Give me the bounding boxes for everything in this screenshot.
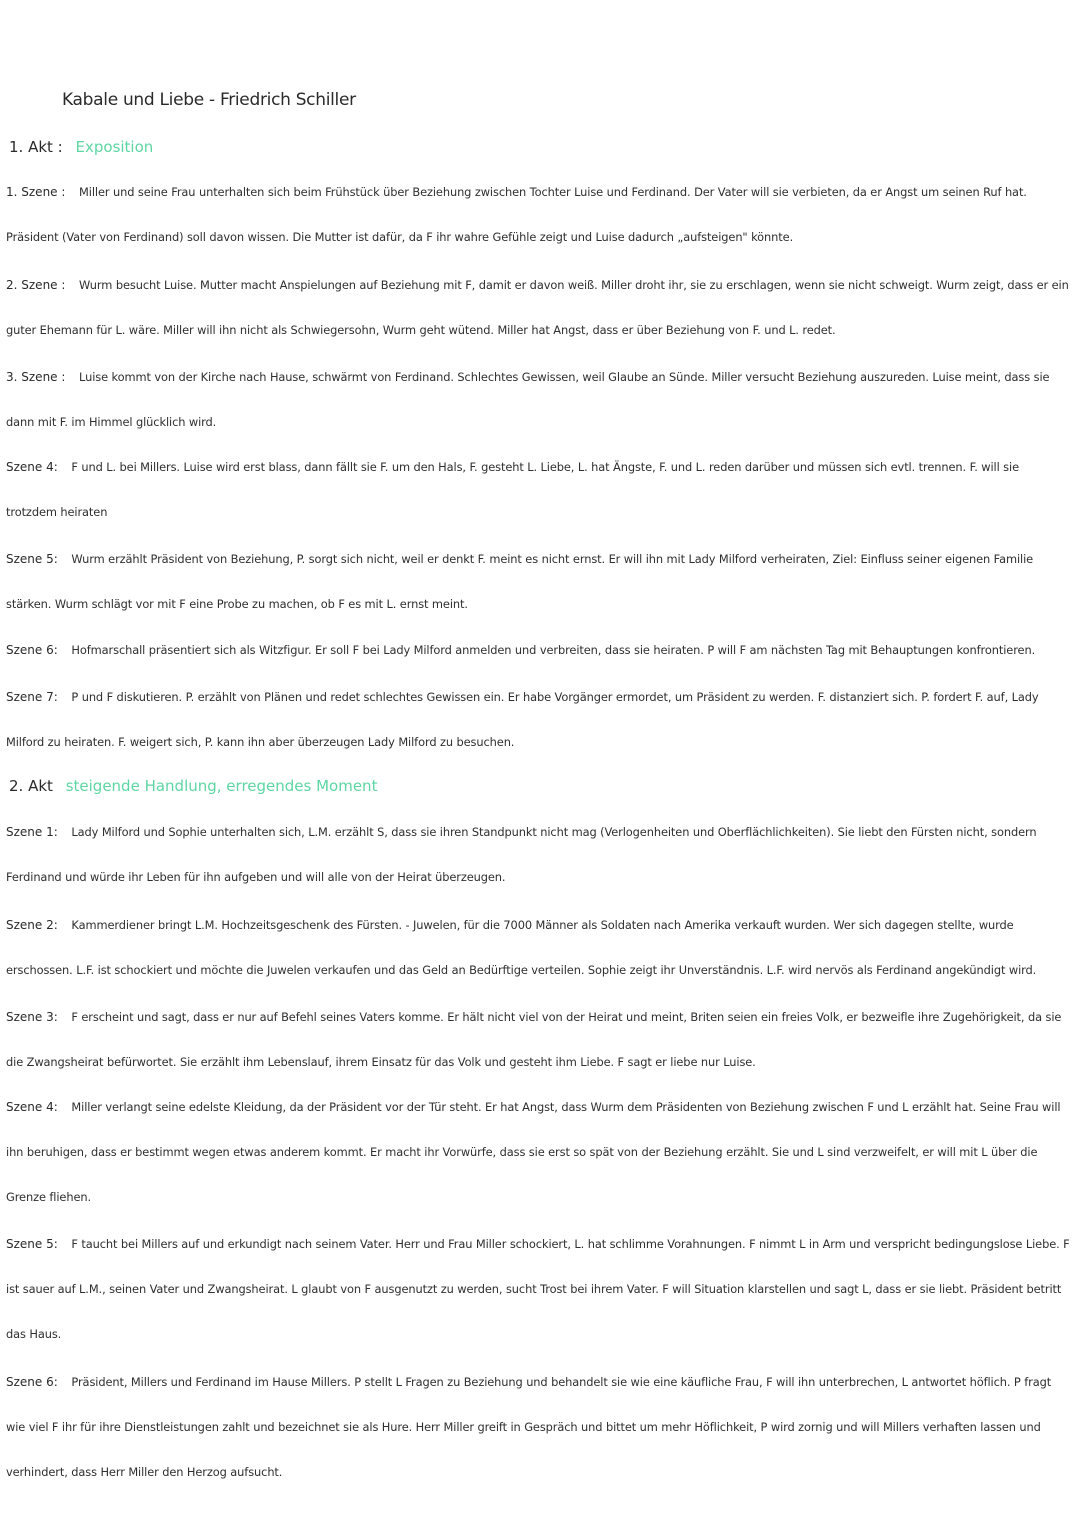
scene-label: 2. Szene : [6,278,66,292]
scene-label: 3. Szene : [6,370,66,384]
scene-text: Präsident, Millers und Ferdinand im Hause Millers. P stellt L Fragen zu Beziehung und behandelt sie wie eine käufliche Frau, F will ihn unterbrechen, L antwortet höflich. P fragt wie viel F ihr für ihre Dienstleistungen zahlt und bezeichnet sie als Hure. Herr Miller greift in Gespräch und bittet um mehr Höflichkeit, P wird zornig und will Millers verhaften lassen und verhindert, dass Herr Miller den Herzog aufsucht. [6,1375,1052,1479]
act-1-scene-5 [6,537,1070,627]
scene-label: Szene 2: [6,918,58,932]
act-1-scene-1 [6,170,1070,260]
scene-text: F taucht bei Millers auf und erkundigt nach seinem Vater. Herr und Frau Miller schockiert, L. hat schlimme Vorahnungen. F nimmt L in Arm und verspricht bedingungslose Liebe. F ist sauer auf L.M., seinen Vater und Zwangsheirat. L glaubt von F ausgenutzt zu werden, sucht Trost bei ihrem Vater. F will Situation klarstellen und sagt L, dass er sie liebt. Präsident betritt das Haus. [6,1237,1070,1341]
scene-text: Wurm besucht Luise. Mutter macht Anspielungen auf Beziehung mit F, damit er davon weiß. Miller droht ihr, sie zu erschlagen, wenn sie nicht schweigt. Wurm zeigt, dass er ein guter Ehemann für L. wäre. Miller will ihn nicht als Schwiegersohn, Wurm geht wütend. Miller hat Angst, dass er über Beziehung von F. und L. redet. [6,278,1069,337]
act-1-scene-2 [6,263,1070,353]
scene-label: Szene 5: [6,552,58,566]
scene-text: Miller und seine Frau unterhalten sich beim Frühstück über Beziehung zwischen Tochter Luise und Ferdinand. Der Vater will sie verbieten, da er Angst um seinen Ruf hat. Präsident (Vater von Ferdinand) soll davon wissen. Die Mutter ist dafür, da F ihr wahre Gefühle zeigt und Luise dadurch „aufsteigen" könnte. [6,185,1027,244]
act-2-label: 2. Akt [9,777,53,795]
act-2-scene-5 [6,1222,1070,1357]
scene-label: Szene 5: [6,1237,58,1251]
scene-text: F erscheint und sagt, dass er nur auf Befehl seines Vaters komme. Er hält nicht viel von der Heirat und meint, Briten seien ein freies Volk, er bezweifle ihre Zugehörigkeit, da sie die Zwangsheirat befürwortet. Sie erzählt ihm Lebenslauf, ihrem Einsatz für das Volk und gesteht ihm Liebe. F sagt er liebe nur Luise. [6,1010,1062,1069]
act-1-label: 1. Akt : [9,138,63,156]
scene-text: Luise kommt von der Kirche nach Hause, schwärmt von Ferdinand. Schlechtes Gewissen, weil Glaube an Sünde. Miller versucht Beziehung auszureden. Luise meint, dass sie dann mit F. im Himmel glücklich wird. [6,370,1050,429]
scene-label: Szene 4: [6,1100,58,1114]
scene-text: Miller verlangt seine edelste Kleidung, da der Präsident vor der Tür steht. Er hat Angst, dass Wurm dem Präsidenten von Beziehung zwischen F und L erzählt hat. Seine Frau will ihn beruhigen, dass er bestimmt wegen etwas anderem kommt. Er macht ihr Vorwürfe, dass sie erst so spät von der Beziehung erzählt. Sie und L sind verzweifelt, er will mit L über die Grenze fliehen. [6,1100,1061,1204]
scene-text: Lady Milford und Sophie unterhalten sich, L.M. erzählt S, dass sie ihren Standpunkt nicht mag (Verlogenheiten und Oberflächlichkeiten). Sie liebt den Fürsten nicht, sondern Ferdinand und würde ihr Leben für ihn aufgeben und will alle von der Heirat überzeugen. [6,825,1037,884]
act-2-scene-3 [6,995,1070,1085]
scene-text: F und L. bei Millers. Luise wird erst blass, dann fällt sie F. um den Hals, F. gesteht L. Liebe, L. hat Ängste, F. und L. reden darüber und müssen sich evtl. trennen. F. will sie trotzdem heiraten [6,460,1019,519]
act-2-scene-2 [6,903,1070,993]
scene-label: Szene 6: [6,1375,58,1389]
act-1-scene-4 [6,445,1070,535]
scene-label: Szene 3: [6,1010,58,1024]
scene-text: Kammerdiener bringt L.M. Hochzeitsgeschenk des Fürsten. - Juwelen, für die 7000 Männer als Soldaten nach Amerika verkauft wurden. Wer sich dagegen stellte, wurde erschossen. L.F. ist schockiert und möchte die Juwelen verkaufen und das Geld an Bedürftige verteilen. Sophie zeigt ihr Unverständnis. L.F. wird nervös als Ferdinand angekündigt wird. [6,918,1037,977]
act-2-heading [9,777,377,795]
scene-text: P und F diskutieren. P. erzählt von Plänen und redet schlechtes Gewissen ein. Er habe Vorgänger ermordet, um Präsident zu werden. F. distanziert sich. P. fordert F. auf, Lady Milford zu heiraten. F. weigert sich, P. kann ihn aber überzeugen Lady Milford zu besuchen. [6,690,1039,749]
scene-label: Szene 7: [6,690,58,704]
scene-label: Szene 6: [6,643,58,657]
scene-label: Szene 1: [6,825,58,839]
act-2-scene-1 [6,810,1070,900]
scene-text: Wurm erzählt Präsident von Beziehung, P. sorgt sich nicht, weil er denkt F. meint es nicht ernst. Er will ihn mit Lady Milford verheiraten, Ziel: Einfluss seiner eigenen Familie stärken. Wurm schlägt vor mit F eine Probe zu machen, ob F es mit L. ernst meint. [6,552,1034,611]
act-1-scene-7 [6,675,1070,765]
act-1-scene-6 [6,628,1070,673]
scene-label: 1. Szene : [6,185,66,199]
act-1-heading [9,138,153,156]
act-1-subtitle: Exposition [75,138,154,156]
act-2-subtitle: steigende Handlung, erregendes Moment [65,777,378,795]
scene-label: Szene 4: [6,460,58,474]
scene-text: Hofmarschall präsentiert sich als Witzfigur. Er soll F bei Lady Milford anmelden und verbreiten, dass sie heiraten. P will F am nächsten Tag mit Behauptungen konfrontieren. [71,643,1036,657]
act-2-scene-4 [6,1085,1070,1220]
page-title: Kabale und Liebe - Friedrich Schiller [62,90,356,110]
act-2-scene-6 [6,1360,1070,1495]
act-1-scene-3 [6,355,1070,445]
